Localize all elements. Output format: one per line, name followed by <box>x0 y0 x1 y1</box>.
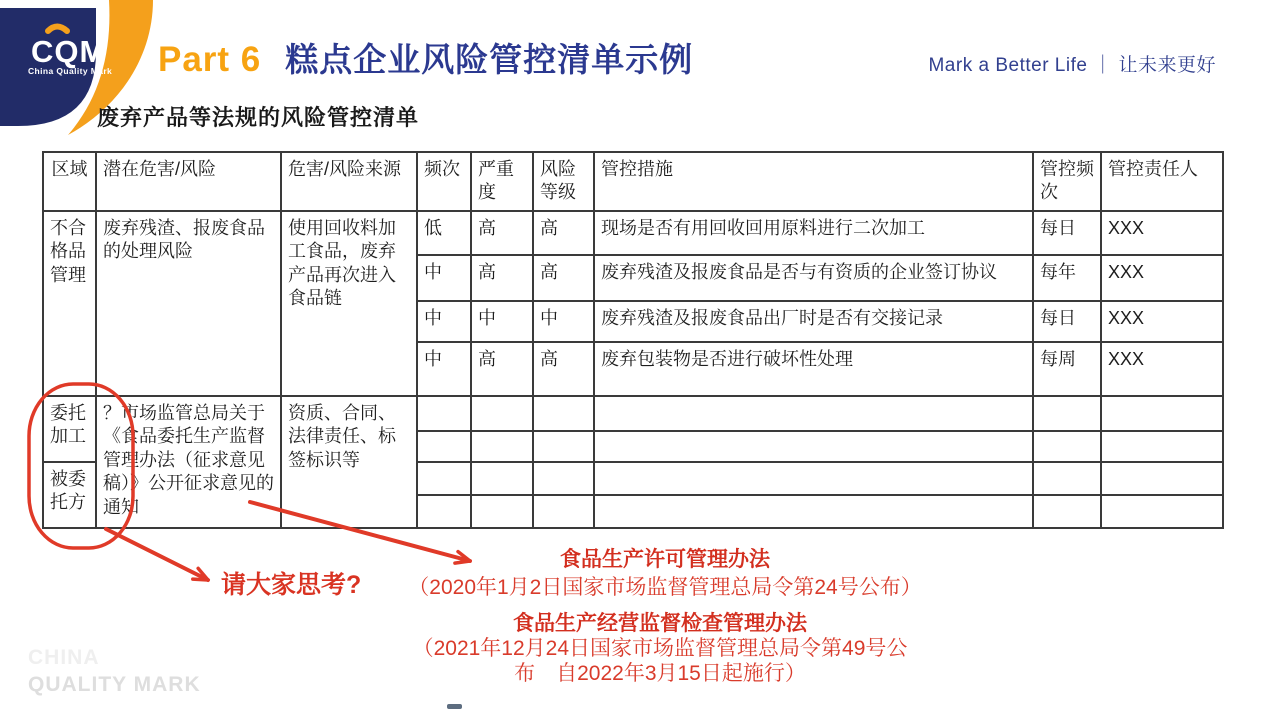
empty-cell <box>533 495 594 528</box>
col-header-source: 危害/风险来源 <box>281 152 417 211</box>
empty-cell <box>417 431 471 462</box>
severity-cell: 高 <box>471 255 533 301</box>
freq-cell: 低 <box>417 211 471 255</box>
col-header-hazard: 潜在危害/风险 <box>96 152 281 211</box>
level-cell: 高 <box>533 255 594 301</box>
ctrl-freq-cell: 每日 <box>1033 301 1101 342</box>
col-header-measures: 管控措施 <box>594 152 1033 211</box>
bottom-dash <box>447 704 462 709</box>
hazard-cell-g2: ？市场监管总局关于《食品委托生产监督管理办法（征求意见稿）》公开征求意见的通知 <box>96 396 281 528</box>
col-header-risk-level: 风险等级 <box>533 152 594 211</box>
empty-cell <box>417 462 471 495</box>
empty-cell <box>471 396 533 431</box>
owner-cell: XXX <box>1101 342 1223 396</box>
empty-cell <box>594 396 1033 431</box>
area-cell-contracted-party: 被委托方 <box>43 462 96 528</box>
col-header-frequency: 频次 <box>417 152 471 211</box>
level-cell: 中 <box>533 301 594 342</box>
empty-cell <box>471 431 533 462</box>
empty-cell <box>471 462 533 495</box>
empty-cell <box>417 495 471 528</box>
measure-cell: 废弃残渣及报废食品出厂时是否有交接记录 <box>594 301 1033 342</box>
severity-cell: 高 <box>471 342 533 396</box>
reference-1-title: 食品生产许可管理办法 <box>560 548 770 571</box>
empty-cell <box>594 462 1033 495</box>
empty-cell <box>1101 462 1223 495</box>
level-cell: 高 <box>533 342 594 396</box>
think-prompt-text: 请大家思考? <box>221 571 362 599</box>
empty-cell <box>533 431 594 462</box>
arrow-to-think-prompt <box>106 529 208 580</box>
measure-cell: 废弃包装物是否进行破坏性处理 <box>594 342 1033 396</box>
table-row <box>43 396 1223 431</box>
ctrl-freq-cell: 每日 <box>1033 211 1101 255</box>
freq-cell: 中 <box>417 255 471 301</box>
freq-cell: 中 <box>417 301 471 342</box>
reference-block-1 <box>390 546 940 602</box>
area-cell-outsourcing: 委托加工 <box>43 396 96 462</box>
ctrl-freq-cell: 每年 <box>1033 255 1101 301</box>
col-header-severity: 严重度 <box>471 152 533 211</box>
reference-2-detail-line2: 布 自2022年3月15日起施行） <box>514 662 806 685</box>
empty-cell <box>594 495 1033 528</box>
reference-2-title: 食品生产经营监督检查管理办法 <box>513 612 807 635</box>
measure-cell: 现场是否有用回收回用原料进行二次加工 <box>594 211 1033 255</box>
logo-tagline: China Quality Mark <box>28 66 113 76</box>
empty-cell <box>1101 396 1223 431</box>
ctrl-freq-cell: 每周 <box>1033 342 1101 396</box>
owner-cell: XXX <box>1101 211 1223 255</box>
empty-cell <box>1101 495 1223 528</box>
severity-cell: 高 <box>471 211 533 255</box>
col-header-ctrl-frequency: 管控频次 <box>1033 152 1101 211</box>
severity-cell: 中 <box>471 301 533 342</box>
empty-cell <box>1033 462 1101 495</box>
watermark-line1: CHINA <box>28 646 100 669</box>
empty-cell <box>471 495 533 528</box>
empty-cell <box>594 431 1033 462</box>
slide-subtitle: 废弃产品等法规的风险管控清单 <box>97 105 420 130</box>
empty-cell <box>417 396 471 431</box>
logo-acronym: CQM <box>31 34 107 69</box>
freq-cell: 中 <box>417 342 471 396</box>
page-title: 糕点企业风险管控清单示例 <box>285 41 694 78</box>
part-label: Part 6 <box>158 40 262 79</box>
table-row <box>43 211 1223 255</box>
empty-cell <box>1033 495 1101 528</box>
table-header-row <box>43 152 1223 211</box>
empty-cell <box>533 396 594 431</box>
watermark-line2: QUALITY MARK <box>28 673 201 696</box>
measure-cell: 废弃残渣及报废食品是否与有资质的企业签订协议 <box>594 255 1033 301</box>
empty-cell <box>1033 431 1101 462</box>
hazard-cell-g1: 废弃残渣、报废食品的处理风险 <box>96 211 281 396</box>
col-header-area: 区域 <box>43 152 96 211</box>
watermark <box>28 644 201 698</box>
source-cell-g1: 使用回收料加工食品，废弃产品再次进入食品链 <box>281 211 417 396</box>
header-title-row <box>158 34 693 81</box>
empty-cell <box>1033 396 1101 431</box>
source-cell-g2: 资质、合同、法律责任、标签标识等 <box>281 396 417 528</box>
brand-slogan: Mark a Better Life ｜ 让未来更好 <box>928 55 1216 76</box>
risk-control-table <box>42 151 1224 529</box>
empty-cell <box>533 462 594 495</box>
area-cell-nonconforming: 不合格品管理 <box>43 211 96 396</box>
owner-cell: XXX <box>1101 255 1223 301</box>
col-header-ctrl-owner: 管控责任人 <box>1101 152 1223 211</box>
reference-2-detail-line1: （2021年12月24日国家市场监督管理总局令第49号公 <box>412 637 908 660</box>
level-cell: 高 <box>533 211 594 255</box>
empty-cell <box>1101 431 1223 462</box>
reference-block-2 <box>370 611 950 686</box>
reference-1-detail: （2020年1月2日国家市场监督管理总局令第24号公布） <box>408 576 922 599</box>
owner-cell: XXX <box>1101 301 1223 342</box>
